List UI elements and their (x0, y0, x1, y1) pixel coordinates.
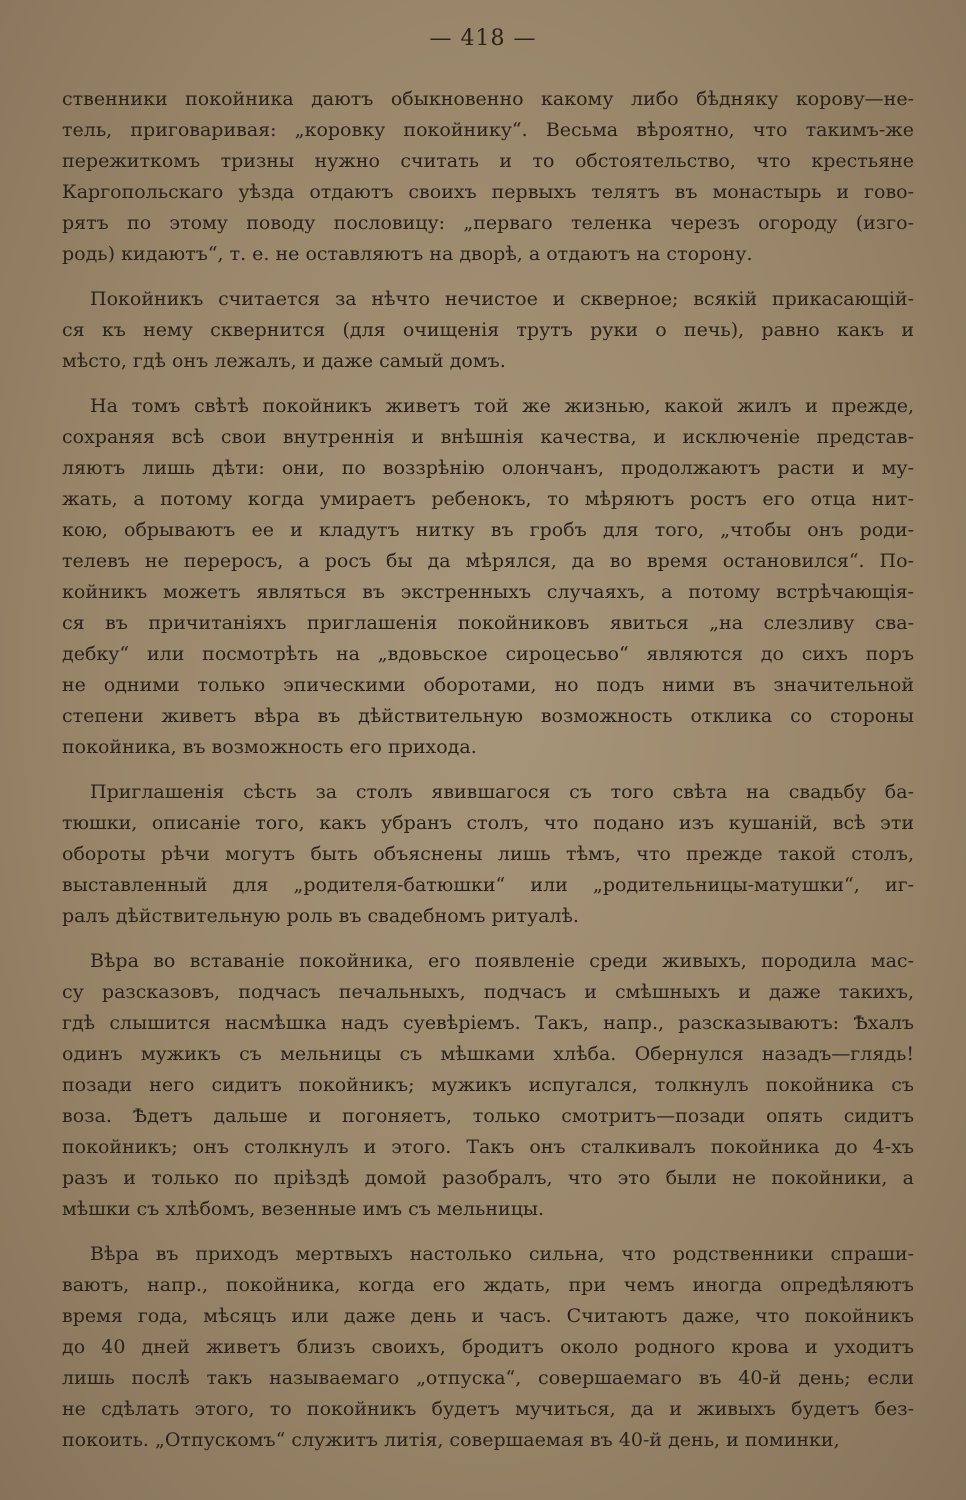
text-line: гдѣ слышится насмѣшка надъ суевѣріемъ. Такъ, напр., разсказываютъ: Ѣхалъ (62, 1012, 914, 1034)
text-line: На томъ свѣтѣ покойникъ живетъ той же жизнью, какой жилъ и прежде, (90, 395, 914, 417)
text-line: ственники покойника даютъ обыкновенно какому либо бѣдняку корову—не- (62, 88, 914, 110)
text-line: Приглашенія сѣсть за столъ явившагося съ того свѣта на свадьбу ба- (90, 781, 914, 803)
text-line: не одними только эпическими оборотами, но подъ ними въ значительной (62, 674, 914, 696)
text-line: рятъ по этому поводу пословицу: „перваго теленка черезъ огороду (изго- (62, 212, 914, 234)
text-line: лишь послѣ такъ называемаго „отпуска“, совершаемаго въ 40-й день; если (62, 1367, 914, 1389)
text-line: дебку“ или посмотрѣть на „вдовьское сироцесьво“ являются до сихъ поръ (62, 643, 914, 665)
text-line: покоить. „Отпускомъ“ служитъ литія, совершаемая въ 40-й день, и поминки, (62, 1429, 840, 1451)
text-line: ралъ дѣйствительную роль въ свадебномъ ритуалѣ. (62, 905, 579, 927)
text-line: Каргопольскаго уѣзда отдаютъ своихъ первыхъ телятъ въ монастырь и гово- (62, 181, 914, 203)
paragraph (62, 391, 914, 763)
paragraph (62, 777, 914, 932)
text-line: койникъ можетъ являться въ экстренныхъ случаяхъ, а потому встрѣчающія- (62, 581, 914, 603)
paragraph (62, 284, 914, 377)
text-line: покойника, въ возможность его прихода. (62, 736, 477, 758)
text-line: Покойникъ считается за нѣчто нечистое и скверное; всякій прикасающій- (90, 288, 914, 310)
text-line: ся въ причитаніяхъ приглашенія покойниковъ явиться „на слезливу сва- (62, 612, 914, 634)
text-line: кою, обрываютъ ее и кладутъ нитку въ гробъ для того, „чтобы онъ роди- (62, 519, 914, 541)
text-line: телевъ не переросъ, а росъ бы да мѣрялся, да во время остановился“. По- (62, 550, 914, 572)
text-line: покойникъ; онъ столкнулъ и этого. Такъ онъ сталкивалъ покойника до 4-хъ (62, 1136, 914, 1158)
text-line: ляютъ лишь дѣти: они, по воззрѣнію олончанъ, продолжаютъ расти и му- (62, 457, 914, 479)
paragraph (62, 946, 914, 1225)
text-line: тюшки, описаніе того, какъ убранъ столъ, что подано изъ кушаній, всѣ эти (62, 812, 914, 834)
text-line: мѣсто, гдѣ онъ лежалъ, и даже самый домъ. (62, 350, 506, 372)
body-text (62, 84, 914, 1470)
text-line: не сдѣлать этого, то покойникъ будетъ мучиться, да и живыхъ будетъ без- (62, 1398, 914, 1420)
paragraph (62, 84, 914, 270)
text-line: разъ и только по пріѣздѣ домой разобралъ, что это были не покойники, а (62, 1167, 914, 1189)
text-line: выставленный для „родителя-батюшки“ или „родительницы-матушки“, иг- (62, 874, 914, 896)
paragraph (62, 1239, 914, 1456)
text-line: мѣшки съ хлѣбомъ, везенные имъ съ мельницы. (62, 1198, 545, 1220)
text-line: родь) кидаютъ“, т. е. не оставляютъ на дворѣ, а отдаютъ на сторону. (62, 243, 753, 265)
text-line: воза. Ѣдетъ дальше и погоняетъ, только смотритъ—позади опять сидитъ (62, 1105, 914, 1127)
text-line: тель, приговаривая: „коровку покойнику“. Весьма вѣроятно, что такимъ-же (62, 119, 914, 141)
text-line: до 40 дней живетъ близъ своихъ, бродитъ около родного крова и уходитъ (62, 1336, 914, 1358)
text-line: позади него сидитъ покойникъ; мужикъ испугался, толкнулъ покойника съ (62, 1074, 914, 1096)
text-line: обороты рѣчи могутъ быть объяснены лишь тѣмъ, что прежде такой столъ, (62, 843, 914, 865)
page-number: — 418 — (429, 26, 537, 51)
text-line: пережиткомъ тризны нужно считать и то обстоятельство, что крестьяне (62, 150, 914, 172)
text-line: ся къ нему сквернится (для очищенія трутъ руки о печь), равно какъ и (62, 319, 914, 341)
text-line: одинъ мужикъ съ мельницы съ мѣшками хлѣба. Обернулся назадъ—глядь! (62, 1043, 914, 1065)
text-line: сохраняя всѣ свои внутреннія и внѣшнія качества, и исключеніе представ- (62, 426, 914, 448)
text-line: степени живетъ вѣра въ дѣйствительную возможность отклика со стороны (62, 705, 914, 727)
text-line: Вѣра во вставаніе покойника, его появленіе среди живыхъ, породила мас- (90, 950, 914, 972)
text-line: ваютъ, напр., покойника, когда его ждать, при чемъ иногда опредѣляютъ (62, 1274, 914, 1296)
text-line: жать, а потому когда умираетъ ребенокъ, то мѣряютъ ростъ его отца нит- (62, 488, 914, 510)
text-line: Вѣра въ приходъ мертвыхъ настолько сильна, что родственники спраши- (90, 1243, 914, 1265)
text-line: су разсказовъ, подчасъ печальныхъ, подчасъ и смѣшныхъ и даже такихъ, (62, 981, 914, 1003)
text-line: время года, мѣсяцъ или даже день и часъ. Считаютъ даже, что покойникъ (62, 1305, 914, 1327)
